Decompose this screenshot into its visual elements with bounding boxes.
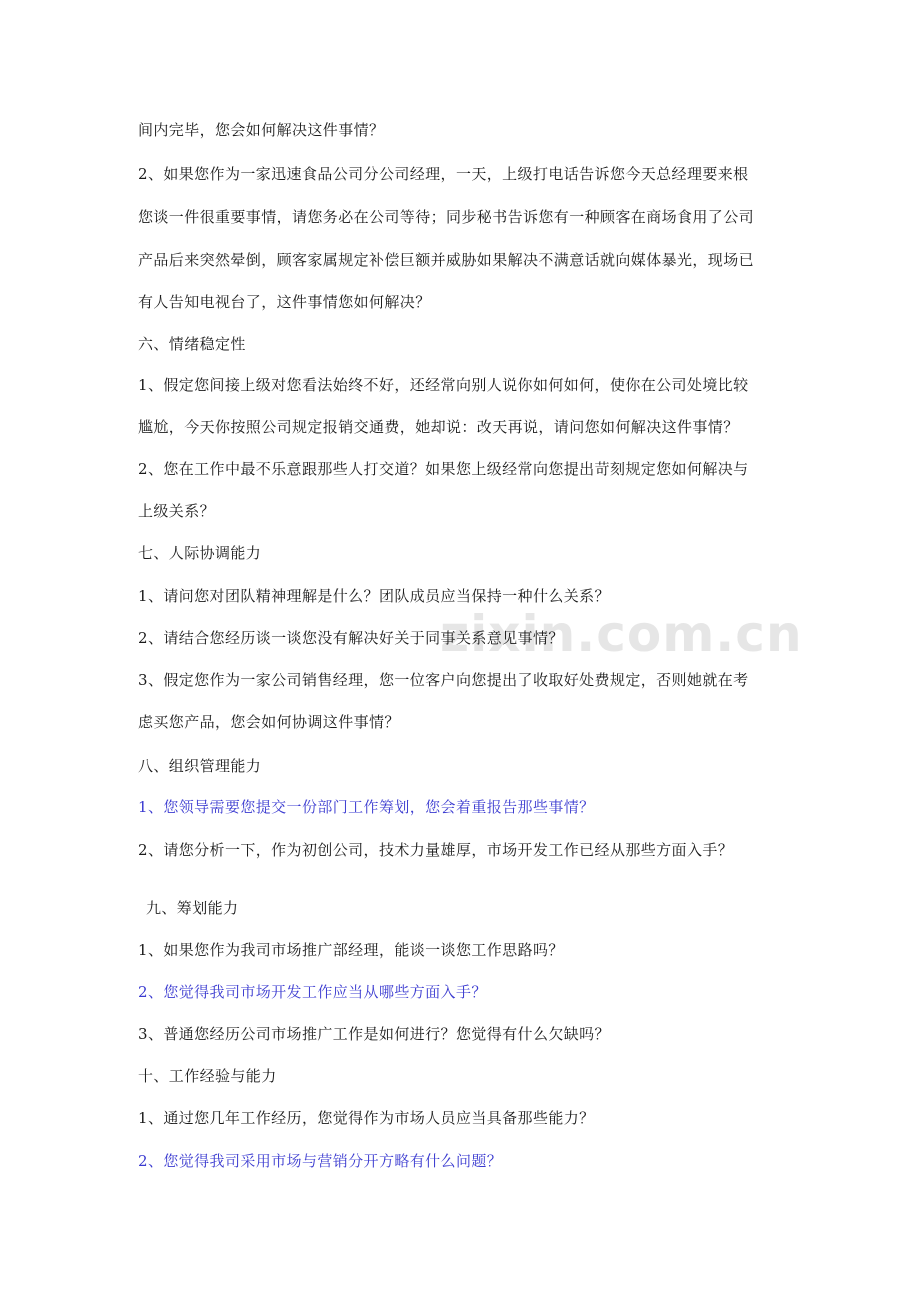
paragraph-line: 3、普通您经历公司市场推广工作是如何进行？您觉得有什么欠缺吗？ xyxy=(138,1025,610,1043)
paragraph-line: 间内完毕，您会如何解决这件事情？ xyxy=(138,121,385,139)
paragraph-line: 有人告知电视台了，这件事情您如何解决？ xyxy=(138,293,431,311)
highlighted-question: 1、您领导需要您提交一份部门工作筹划，您会着重报告那些事情？ xyxy=(138,798,595,816)
paragraph-line: 产品后来突然晕倒，顾客家属规定补偿巨额并威胁如果解决不满意话就向媒体暴光，现场已 xyxy=(138,251,755,269)
paragraph-line: 2、您在工作中最不乐意跟那些人打交道？如果您上级经常向您提出苛刻规定您如何解决与 xyxy=(138,460,749,478)
paragraph-line: 1、通过您几年工作经历，您觉得作为市场人员应当具备那些能力？ xyxy=(138,1109,595,1127)
section-heading: 六、情绪稳定性 xyxy=(138,335,246,353)
paragraph-line: 您谈一件很重要事情，请您务必在公司等待；同步秘书告诉您有一种顾客在商场食用了公司 xyxy=(138,208,755,226)
paragraph-line: 尴尬，今天你按照公司规定报销交通费，她却说：改天再说，请问您如何解决这件事情？ xyxy=(138,418,739,436)
paragraph-line: 1、假定您间接上级对您看法始终不好，还经常向别人说你如何如何，使你在公司处境比较 xyxy=(138,376,749,394)
section-heading: 九、筹划能力 xyxy=(146,899,239,917)
paragraph-line: 2、请您分析一下，作为初创公司，技术力量雄厚，市场开发工作已经从那些方面入手？ xyxy=(138,841,734,859)
paragraph-line: 虑买您产品，您会如何协调这件事情？ xyxy=(138,713,400,731)
paragraph-line: 3、假定您作为一家公司销售经理，您一位客户向您提出了收取好处费规定，否则她就在考 xyxy=(138,671,749,689)
highlighted-question: 2、您觉得我司采用市场与营销分开方略有什么问题？ xyxy=(138,1152,503,1170)
section-heading: 十、工作经验与能力 xyxy=(138,1067,277,1085)
paragraph-line: 1、如果您作为我司市场推广部经理，能谈一谈您工作思路吗？ xyxy=(138,941,564,959)
section-heading: 八、组织管理能力 xyxy=(138,757,262,775)
paragraph-line: 上级关系？ xyxy=(138,502,216,520)
section-heading: 七、人际协调能力 xyxy=(138,544,262,562)
paragraph-line: 2、如果您作为一家迅速食品公司分公司经理，一天，上级打电话告诉您今天总经理要来根 xyxy=(138,165,749,183)
highlighted-question: 2、您觉得我司市场开发工作应当从哪些方面入手？ xyxy=(138,983,487,1001)
watermark: zixin.com.cn xyxy=(440,605,803,663)
paragraph-line: 1、请问您对团队精神理解是什么？团队成员应当保持一种什么关系？ xyxy=(138,587,610,605)
paragraph-line: 2、请结合您经历谈一谈您没有解决好关于同事关系意见事情？ xyxy=(138,629,564,647)
